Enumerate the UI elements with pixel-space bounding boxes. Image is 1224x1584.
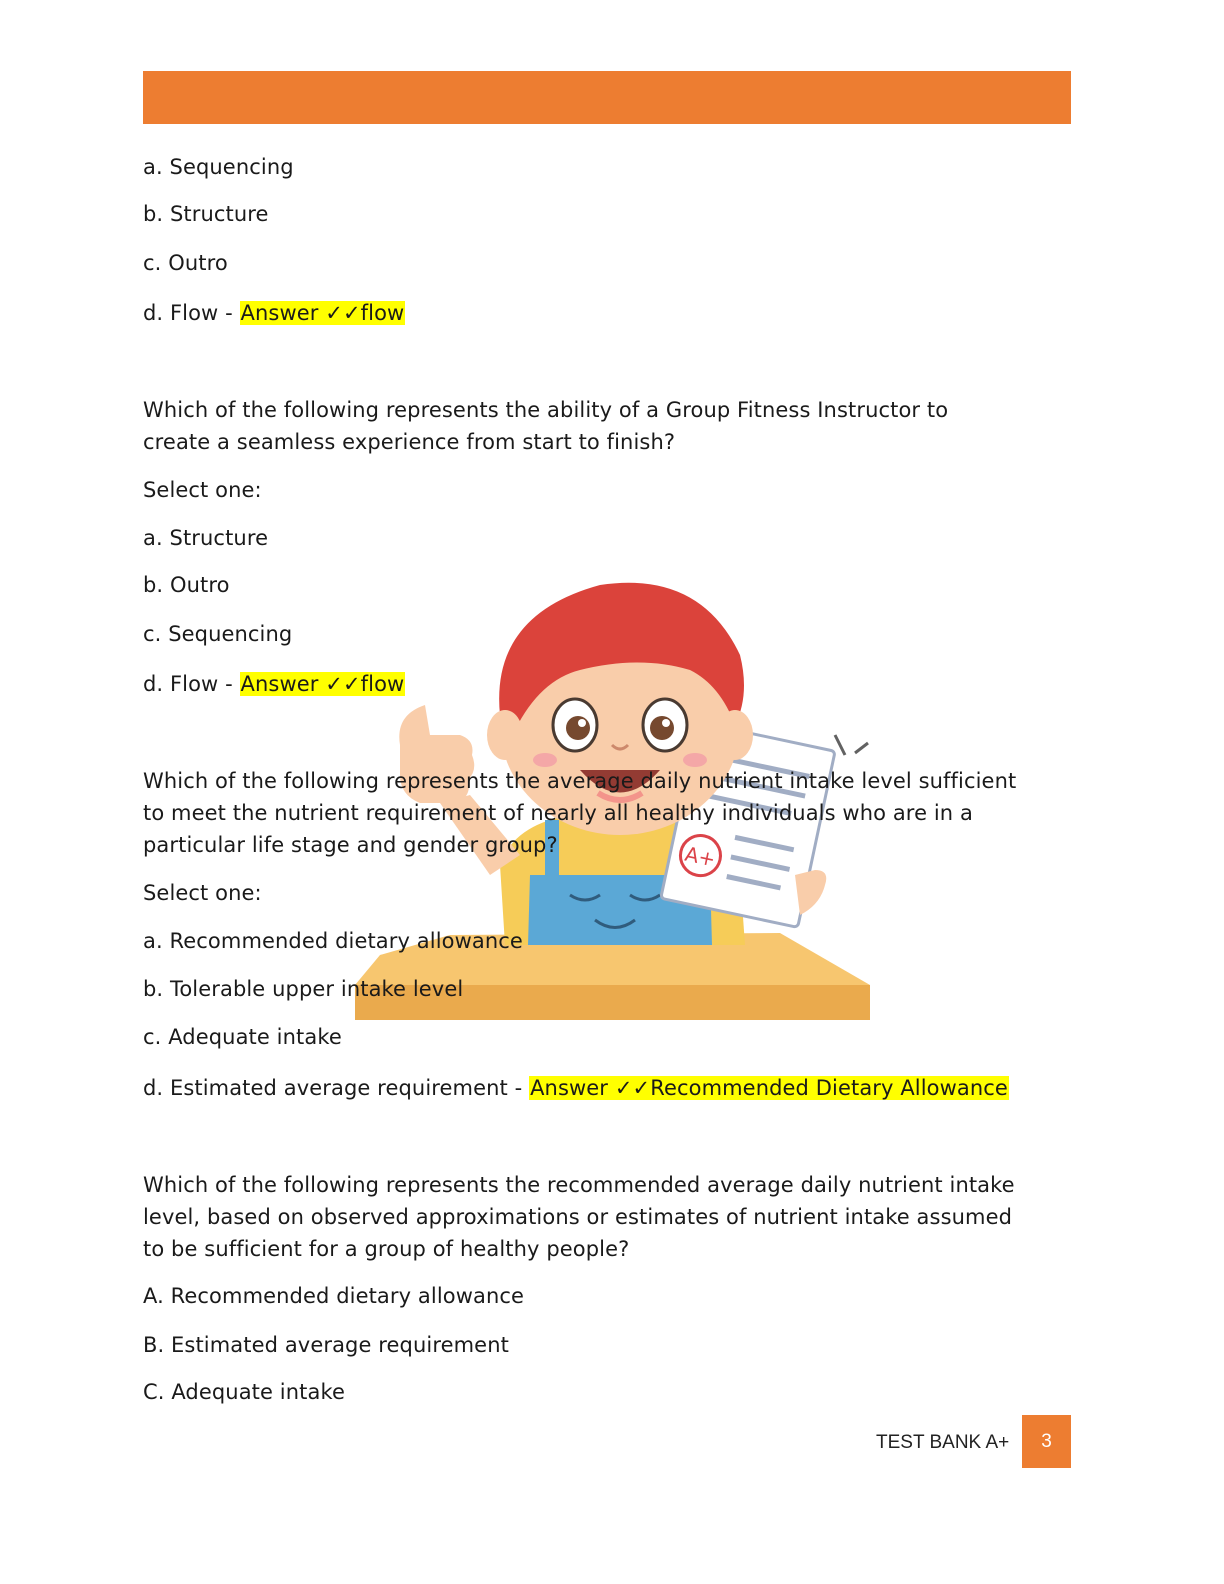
question-text: Which of the following represents the average daily nutrient intake level sufficient xyxy=(143,769,1017,793)
option-q0-d: d. Flow - Answer ✓✓flow xyxy=(143,301,405,325)
question-text: to meet the nutrient requirement of nearly all healthy individuals who are in a xyxy=(143,801,973,825)
header-bar xyxy=(143,71,1071,124)
question-text: create a seamless experience from start to finish? xyxy=(143,430,676,454)
question-text: to be sufficient for a group of healthy people? xyxy=(143,1237,630,1261)
select-one-prompt: Select one: xyxy=(143,478,262,502)
option-q1-b: b. Outro xyxy=(143,573,230,597)
question-text: Which of the following represents the recommended average daily nutrient intake xyxy=(143,1173,1015,1197)
grade-mark: A+ xyxy=(682,841,718,872)
option-q2-a: a. Recommended dietary allowance xyxy=(143,929,523,953)
option-q1-a: a. Structure xyxy=(143,526,269,550)
page-number: 3 xyxy=(1022,1415,1071,1468)
option-q3-b: B. Estimated average requirement xyxy=(143,1333,509,1357)
option-q0-a: a. Sequencing xyxy=(143,155,294,179)
option-q1-d: d. Flow - Answer ✓✓flow xyxy=(143,672,405,696)
option-q2-b: b. Tolerable upper intake level xyxy=(143,977,464,1001)
option-q2-d: d. Estimated average requirement - Answer ✓✓Recommended Dietary Allowance xyxy=(143,1076,1008,1100)
option-q3-a: A. Recommended dietary allowance xyxy=(143,1284,525,1308)
question-text: particular life stage and gender group? xyxy=(143,833,558,857)
option-q2-c: c. Adequate intake xyxy=(143,1025,342,1049)
question-text: Which of the following represents the ability of a Group Fitness Instructor to xyxy=(143,398,949,422)
option-q0-b: b. Structure xyxy=(143,202,269,226)
answer-highlight: Answer ✓✓flow xyxy=(240,672,405,696)
option-q1-c: c. Sequencing xyxy=(143,622,293,646)
question-text: level, based on observed approximations or estimates of nutrient intake assumed xyxy=(143,1205,1013,1229)
footer-label: TEST BANK A+ xyxy=(876,1432,1010,1453)
answer-highlight: Answer ✓✓Recommended Dietary Allowance xyxy=(530,1076,1008,1100)
option-q0-c: c. Outro xyxy=(143,251,228,275)
select-one-prompt: Select one: xyxy=(143,881,262,905)
answer-highlight: Answer ✓✓flow xyxy=(240,301,405,325)
option-q3-c: C. Adequate intake xyxy=(143,1380,345,1404)
